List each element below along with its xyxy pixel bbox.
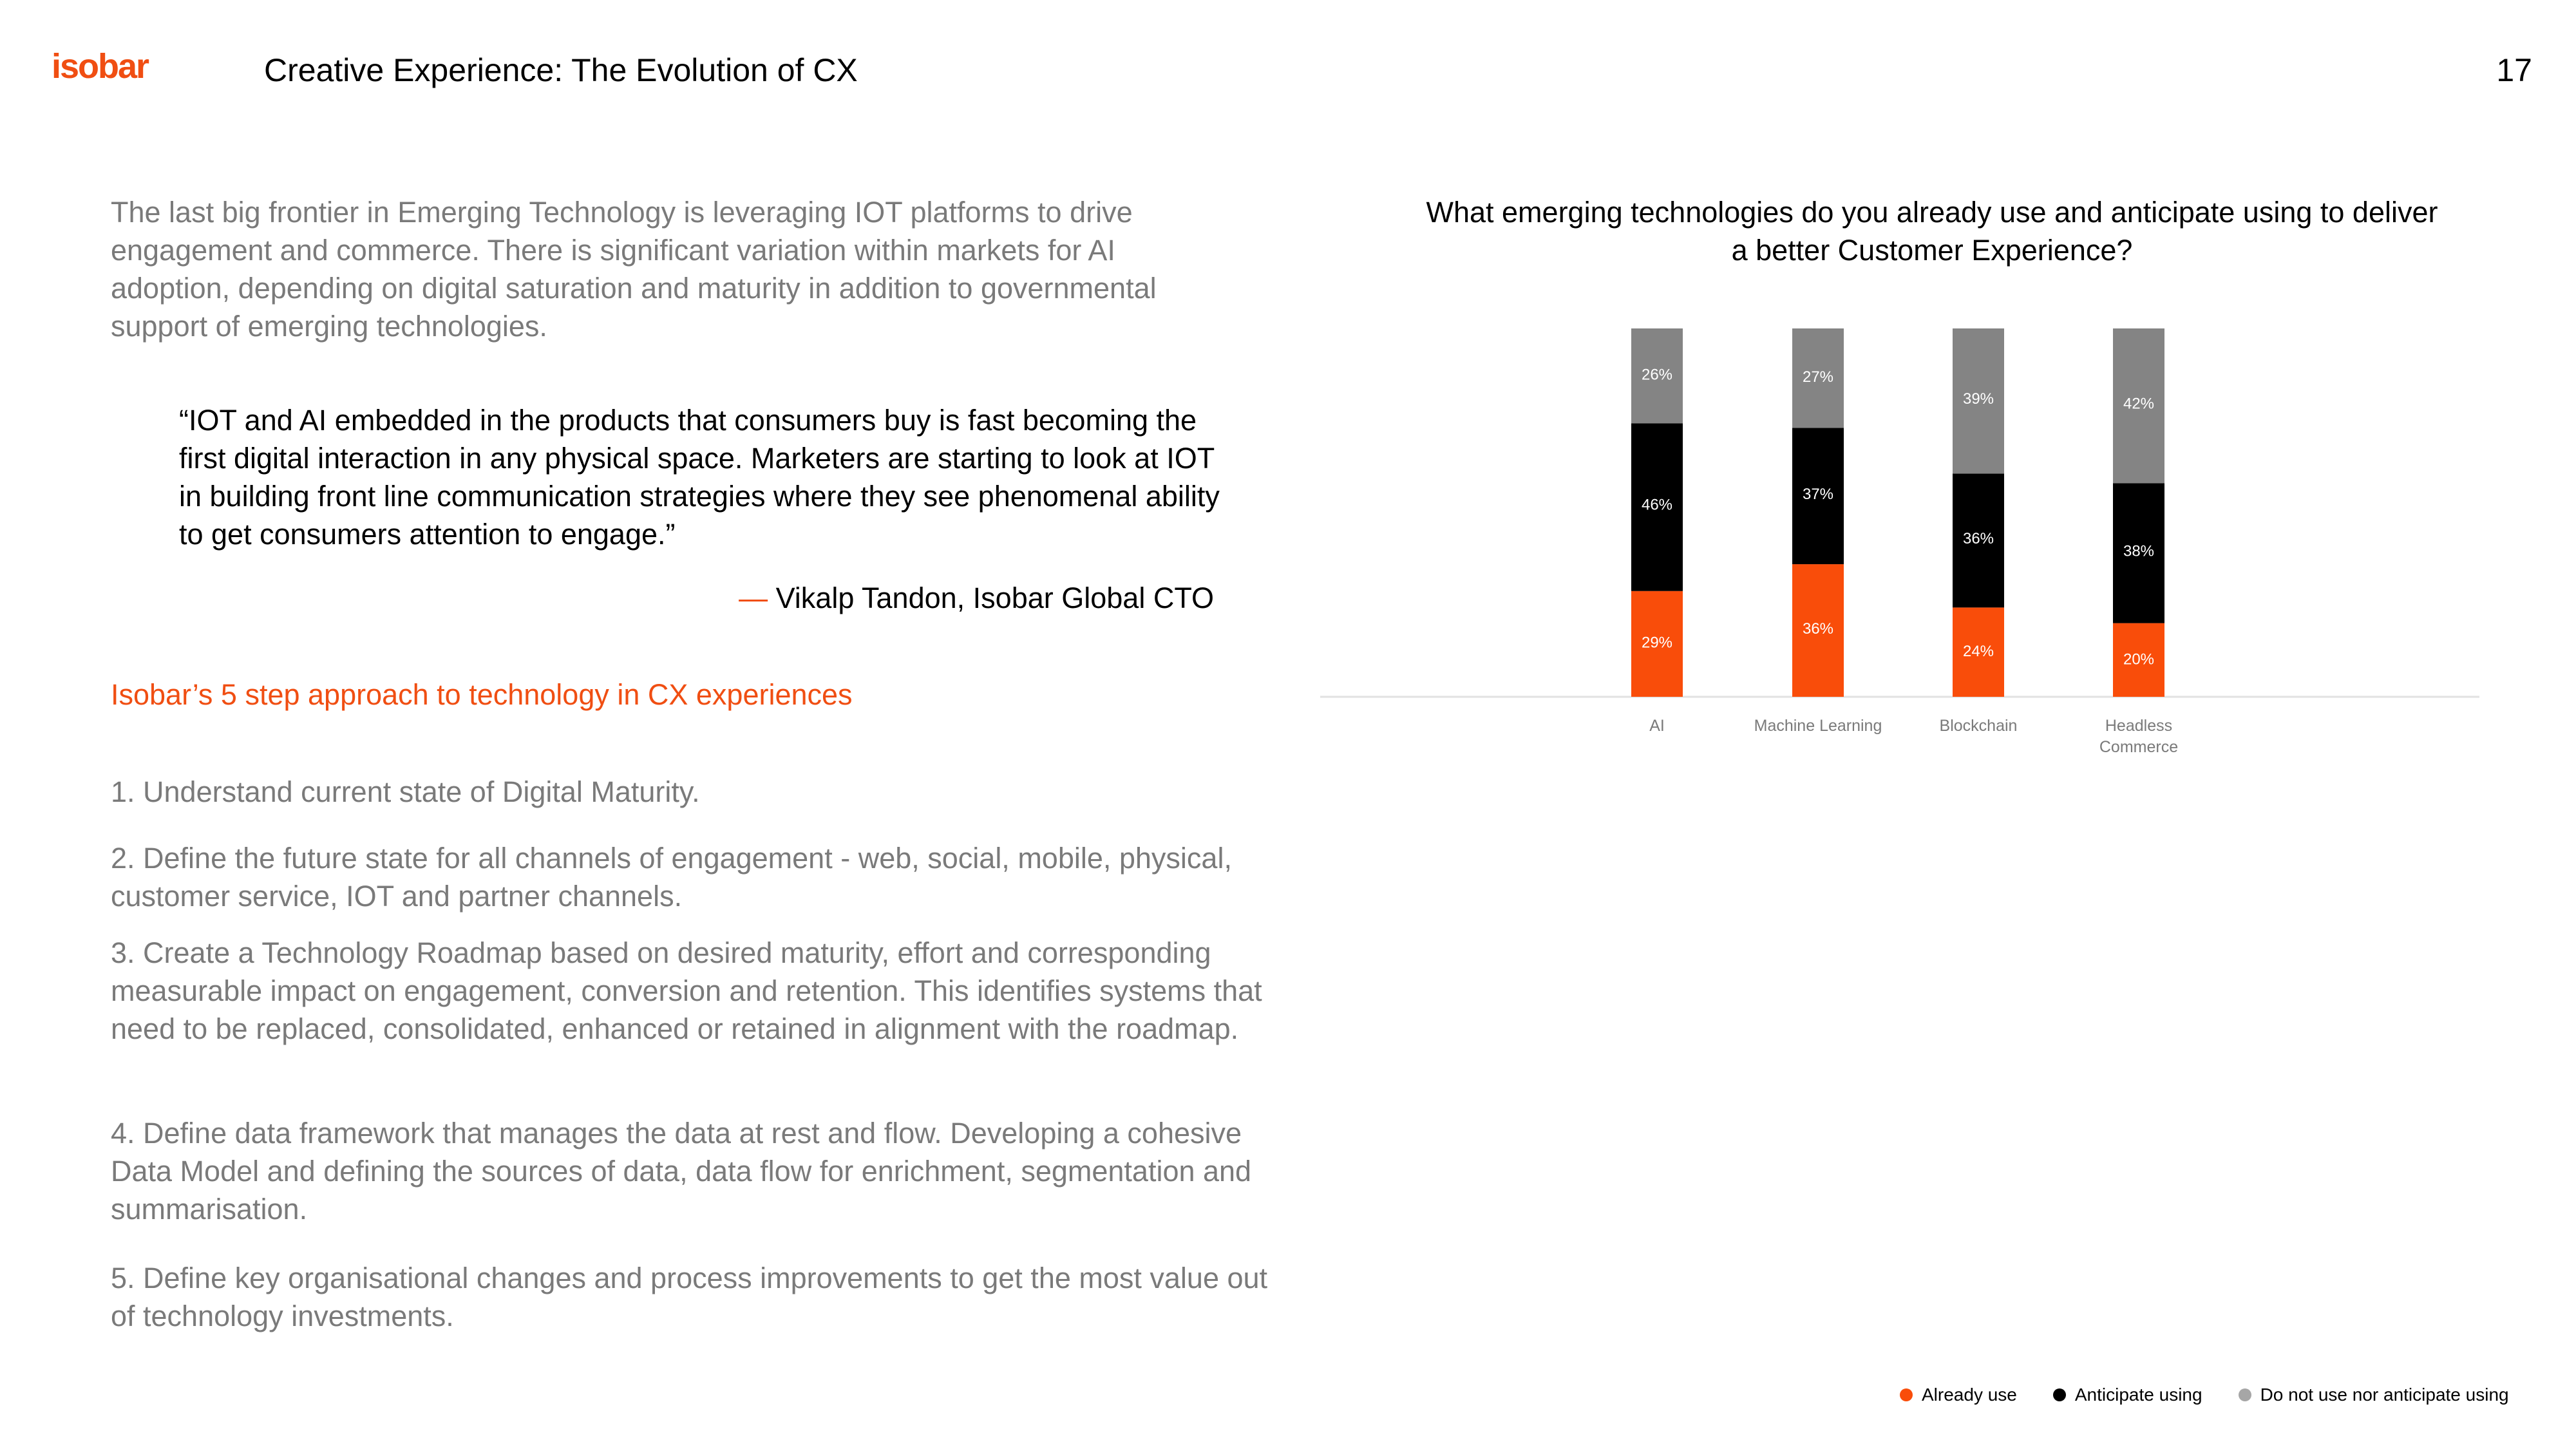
legend-dot-icon [2239,1388,2251,1401]
quote-attribution [739,582,1214,615]
chart-legend [1900,1385,2509,1405]
data-label: 42% [2123,395,2155,413]
approach-step-4: 4. Define data framework that manages the data at rest and flow. Developing a cohesive Data Model and defining the sources of data, data flow for enrichment, segmentation and summarisation. [111,1117,1252,1226]
data-label: 36% [1802,620,1834,638]
data-label: 27% [1802,368,1834,386]
attribution-author: Vikalp Tandon, Isobar Global CTO [775,582,1214,614]
stacked-bar-chart [1320,316,2479,779]
quote-text: “IOT and AI embedded in the products that consumers buy is fast becoming the first digital interaction in any physical space. Marketers are starting to look at IOT in building front line communication strategies where they see phenomenal ability to get consumers attention to engage.” [179,404,1220,551]
approach-step-2: 2. Define the future state for all channels of engagement - web, social, mobile, physical, customer service, IOT and partner channels. [111,842,1232,913]
page-number: 17 [2496,52,2532,88]
legend-label: Already use [1922,1385,2017,1405]
x-tick-label: AI [1649,717,1665,735]
data-label: 39% [1962,390,1994,408]
data-label: 26% [1641,366,1673,384]
data-label: 38% [2123,542,2155,560]
page-title: Creative Experience: The Evolution of CX [264,52,858,88]
data-label: 46% [1641,496,1673,514]
chart-title: What emerging technologies do you already use and anticipate using to deliver a better Customer Experience? [1426,196,2438,267]
approach-step-1: 1. Understand current state of Digital Maturity. [111,775,700,808]
legend-dot-icon [1900,1388,1913,1401]
legend-item-anticipate-using [2053,1385,2202,1405]
approach-step-3: 3. Create a Technology Roadmap based on desired maturity, effort and corresponding measurable impact on engagement, conversion and retention. This identifies systems that need to be replaced, consolidated, enhanced or retained in alignment with the roadmap. [111,936,1262,1045]
legend-item-do-not-use [2239,1385,2509,1405]
data-label: 29% [1641,634,1673,652]
legend-item-already-use [1900,1385,2017,1405]
x-tick-label: Blockchain [1939,717,2018,735]
x-tick-label: Machine Learning [1754,717,1882,735]
data-label: 24% [1962,642,1994,660]
attribution-dash: — [739,582,768,614]
legend-label: Do not use nor anticipate using [2260,1385,2509,1405]
data-label: 36% [1962,530,1994,548]
legend-dot-icon [2053,1388,2066,1401]
data-label: 37% [1802,486,1834,504]
approach-step-5: 5. Define key organisational changes and process improvements to get the most value out of technology investments. [111,1262,1268,1332]
isobar-logo: isobar [52,47,149,86]
data-label: 20% [2123,650,2155,668]
x-tick-label: Headless [2105,717,2173,735]
legend-label: Anticipate using [2074,1385,2202,1405]
intro-paragraph: The last big frontier in Emerging Technology is leveraging IOT platforms to drive engagement and commerce. There is significant variation within markets for AI adoption, depending on digital saturation and maturity in addition to governmental support of emerging technologies. [111,196,1157,343]
approach-heading: Isobar’s 5 step approach to technology in CX experiences [111,678,853,711]
x-tick-label: Commerce [2099,738,2179,756]
